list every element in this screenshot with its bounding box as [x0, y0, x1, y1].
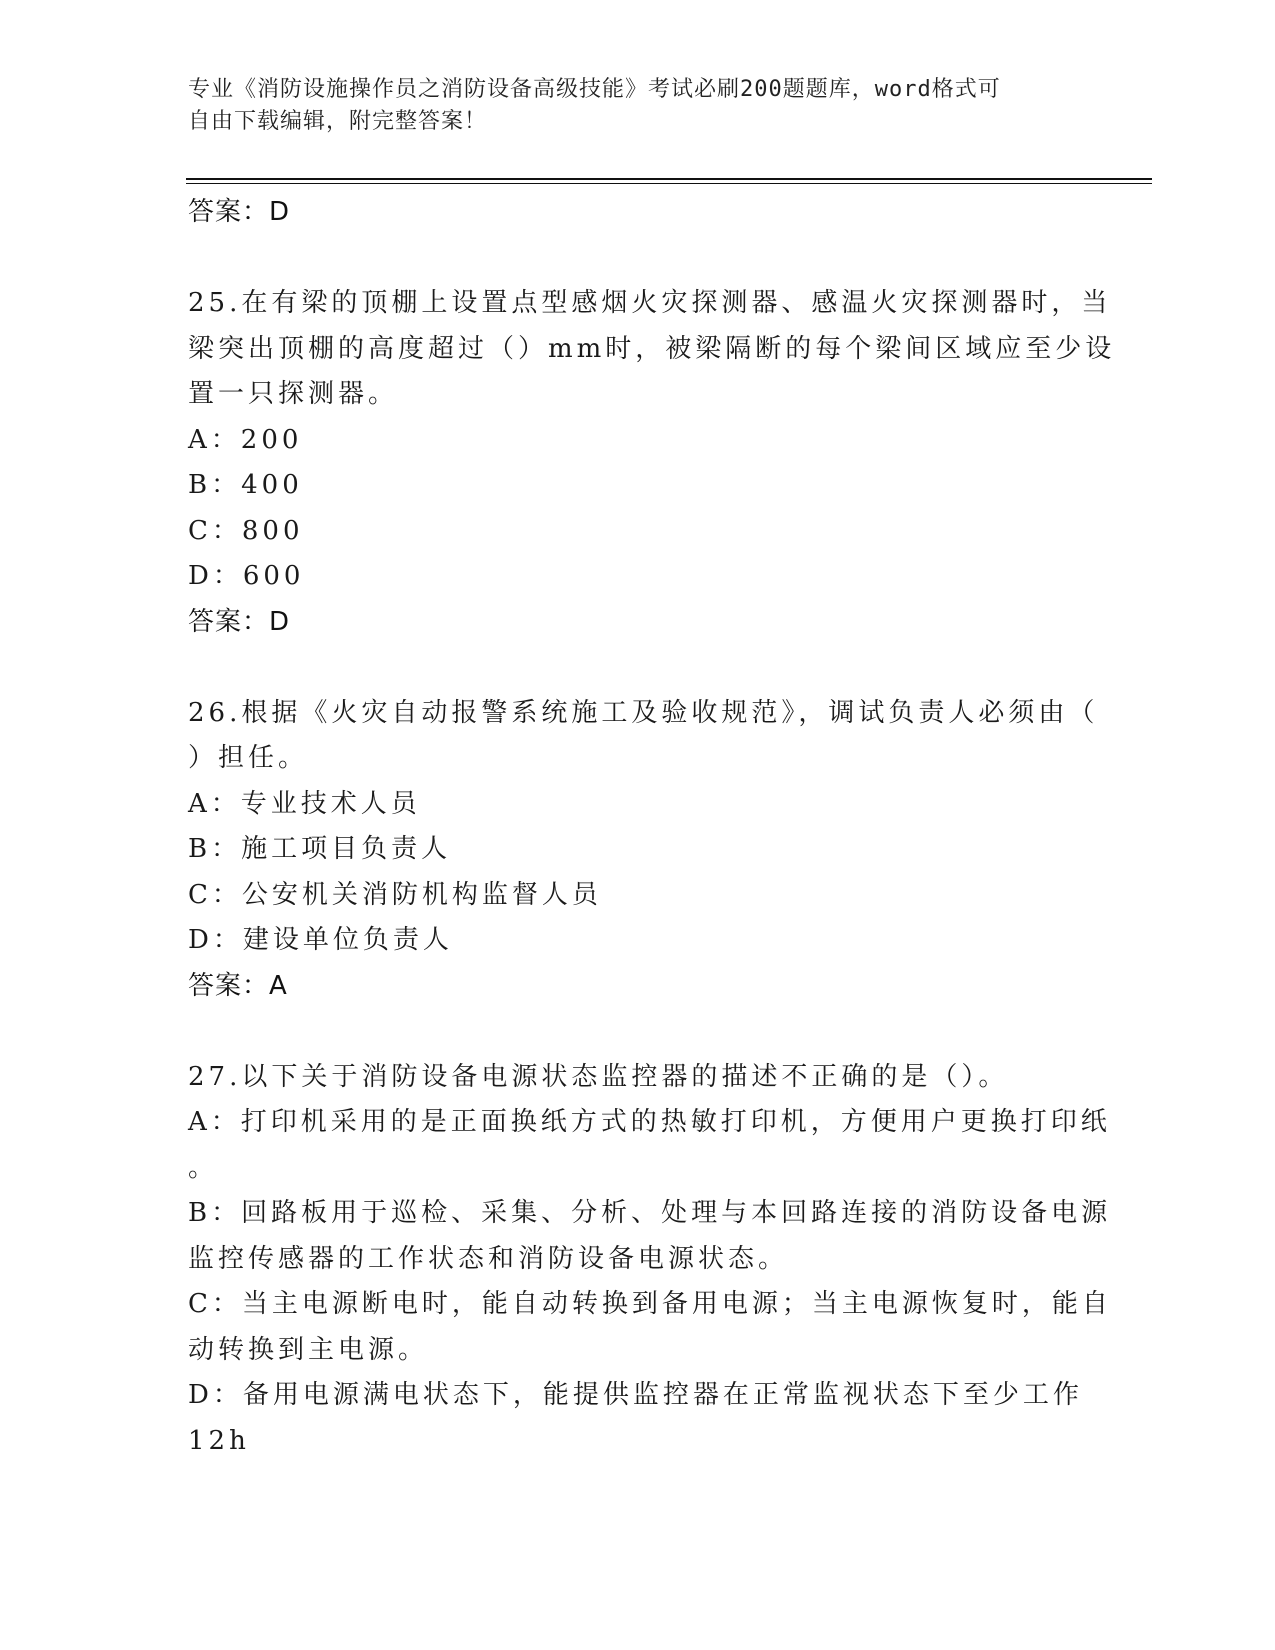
question-content	[188, 190, 1116, 1464]
page-header	[188, 74, 1088, 138]
option-d-continued: 12h	[188, 1425, 250, 1456]
question-26	[188, 691, 1099, 1009]
question-text-line: 置一只探测器。	[188, 379, 399, 409]
answer: 答案：A	[188, 970, 288, 1001]
option-d: D：建设单位负责人	[188, 925, 453, 955]
option-b: B：回路板用于巡检、采集、分析、处理与本回路连接的消防设备电源	[188, 1198, 1112, 1228]
question-text-line: 26.根据《火灾自动报警系统施工及验收规范》，调试负责人必须由（	[188, 697, 1099, 728]
previous-answer: 答案：D	[188, 197, 291, 227]
question-25	[188, 281, 1116, 645]
spacer	[188, 235, 1088, 281]
question-text-line: 27.以下关于消防设备电源状态监控器的描述不正确的是（）。	[188, 1061, 1009, 1092]
question-27	[188, 1055, 1112, 1465]
option-c-continued: 动转换到主电源。	[188, 1334, 429, 1365]
answer: 答案：D	[188, 606, 291, 637]
spacer	[188, 645, 1088, 691]
header-line-1: 专业《消防设施操作员之消防设备高级技能》考试必刷200题题库，word格式可	[188, 77, 1001, 102]
option-d: D：600	[188, 561, 305, 591]
option-d: D：备用电源满电状态下，能提供监控器在正常监视状态下至少工作	[188, 1380, 1083, 1410]
option-a: A：200	[188, 424, 303, 455]
question-text-line: ）担任。	[188, 743, 309, 773]
header-rule-thin	[186, 183, 1152, 184]
question-text-line: 梁突出顶棚的高度超过（）mm时，被梁隔断的每个梁间区域应至少设	[188, 333, 1116, 364]
spacer	[188, 1009, 1088, 1055]
option-b: B：施工项目负责人	[188, 834, 452, 864]
question-text-line: 25.在有梁的顶棚上设置点型感烟火灾探测器、感温火灾探测器时，当	[188, 288, 1112, 318]
option-b: B：400	[188, 470, 303, 500]
option-a: A：专业技术人员	[188, 788, 421, 819]
option-a: A：打印机采用的是正面换纸方式的热敏打印机，方便用户更换打印纸	[188, 1107, 1111, 1137]
header-rule	[186, 178, 1152, 180]
option-a-continued: 。	[188, 1152, 219, 1183]
header-line-2: 自由下载编辑，附完整答案！	[188, 109, 488, 134]
option-c: C：800	[188, 515, 304, 546]
option-c: C：当主电源断电时，能自动转换到备用电源；当主电源恢复时，能自	[188, 1289, 1112, 1319]
option-b-continued: 监控传感器的工作状态和消防设备电源状态。	[188, 1243, 789, 1274]
option-c: C：公安机关消防机构监督人员	[188, 879, 602, 910]
